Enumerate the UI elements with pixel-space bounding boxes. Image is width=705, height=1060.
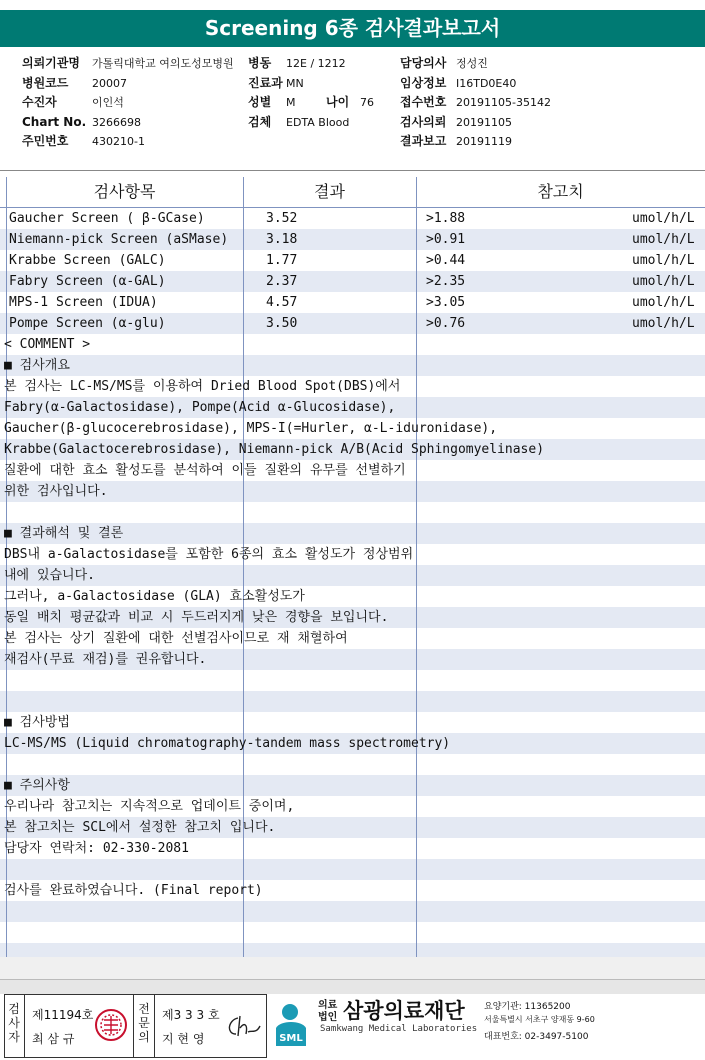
result-item: Krabbe Screen (GALC) <box>9 253 166 268</box>
comment-line: 본 검사는 상기 질환에 대한 선별검사이므로 재 채혈하여 <box>4 631 348 646</box>
comment-line: ■ 결과해석 및 결론 <box>4 526 124 541</box>
result-value: 3.50 <box>266 316 298 331</box>
result-value: 1.77 <box>266 253 298 268</box>
result-item: Pompe Screen (α-glu) <box>9 316 166 331</box>
department-label: 진료과 <box>248 75 283 90</box>
comment-line: DBS내 a-Galactosidase를 포함한 6종의 효소 활성도가 정상범위 <box>4 547 414 562</box>
care-institution: 요양기관: 11365200 <box>484 1002 571 1012</box>
receipt-no-label: 접수번호 <box>400 95 447 109</box>
receipt-no-value: 20191105-35142 <box>456 96 551 109</box>
org-phone: 대표번호: 02-3497-5100 <box>484 1032 589 1042</box>
resident-no-value: 430210-1 <box>92 135 145 148</box>
age-label: 나이 <box>326 95 350 109</box>
table-stripe <box>0 670 705 691</box>
resident-no-label: 주민번호 <box>22 134 69 148</box>
comment-line: 우리나라 참고치는 지속적으로 업데이트 중이며, <box>4 799 295 814</box>
comment-line: ■ 검사방법 <box>4 715 70 730</box>
reference-value: >0.44 <box>426 253 466 268</box>
comment-line: 그러나, a-Galactosidase (GLA) 효소활성도가 <box>4 589 305 604</box>
hospital-code-label: 병원코드 <box>22 75 69 90</box>
comment-line: 질환에 대한 효소 활성도를 분석하여 이들 질환의 유무를 선별하기 <box>4 463 406 478</box>
table-stripe <box>0 754 705 775</box>
table-stripe <box>0 775 705 796</box>
signature-divider <box>133 994 134 1058</box>
comment-line: 내에 있습니다. <box>4 568 96 583</box>
specialist-license-no: 제3 3 3 호 <box>162 1008 220 1022</box>
report-footer <box>0 994 705 1060</box>
specimen-label: 검체 <box>248 114 272 129</box>
page-gap-edge <box>0 979 705 994</box>
chart-no-value: 3266698 <box>92 115 141 129</box>
comment-line: 본 검사는 LC-MS/MS를 이용하여 Dried Blood Spot(DBS)에서 <box>4 379 401 394</box>
comment-line: Gaucher(β-glucocerebrosidase), MPS-I(=Hurler, α-L-iduronidase), <box>4 421 498 436</box>
table-stripe <box>0 691 705 712</box>
specialist-signature-icon <box>222 1012 262 1040</box>
comment-line: 동일 배치 평균값과 비교 시 두드러지게 낮은 경향을 보입니다. <box>4 610 389 625</box>
table-column-divider <box>416 177 417 957</box>
org-address: 서울특별시 서초구 양재동 9-60 <box>484 1015 595 1024</box>
examiner-name: 최 삼 규 <box>32 1032 75 1046</box>
examiner-seal-icon <box>94 1008 128 1042</box>
page-gap <box>0 957 705 979</box>
reference-unit: umol/h/L <box>632 295 695 310</box>
request-date-value: 20191105 <box>456 115 512 129</box>
comment-line: Krabbe(Galactocerebrosidase), Niemann-pick A/B(Acid Sphingomyelinase) <box>4 442 545 457</box>
header-item: 검사항목 <box>93 182 156 201</box>
report-date-label: 결과보고 <box>400 134 447 148</box>
table-stripe <box>0 922 705 943</box>
clinical-info-label: 임상정보 <box>400 75 447 90</box>
reference-value: >0.76 <box>426 316 466 331</box>
comment-line: Fabry(α-Galactosidase), Pompe(Acid α-Glucosidase), <box>4 400 396 415</box>
clinical-info-value: I16TD0E40 <box>456 76 517 90</box>
reference-value: >3.05 <box>426 295 466 310</box>
logo-text: SML <box>279 1033 303 1044</box>
sml-logo-icon <box>272 1000 316 1052</box>
request-date-label: 검사의뢰 <box>400 114 447 129</box>
age-value: 76 <box>360 96 374 109</box>
specimen-value: EDTA Blood <box>286 115 350 129</box>
ward-value: 12E / 1212 <box>286 57 346 70</box>
table-stripe <box>0 502 705 523</box>
result-item: Fabry Screen (α-GAL) <box>9 274 166 289</box>
reference-unit: umol/h/L <box>632 253 695 268</box>
header-reference: 참고치 <box>537 182 584 201</box>
result-item: Gaucher Screen ( β-GCase) <box>9 211 205 226</box>
org-name-en: Samkwang Medical Laboratories <box>320 1024 478 1034</box>
table-stripe <box>0 712 705 733</box>
report-date-value: 20191119 <box>456 135 512 148</box>
info-left-column <box>22 54 234 152</box>
table-stripe <box>0 334 705 355</box>
comment-line: LC-MS/MS (Liquid chromatography-tandem mass spectrometry) <box>4 736 451 751</box>
table-stripe <box>0 859 705 880</box>
comment-line: 재검사(무료 재검)를 권유합니다. <box>4 652 207 667</box>
comment-line: 담당자 연락처: 02-330-2081 <box>4 841 189 856</box>
comment-line: ■ 주의사항 <box>4 778 70 793</box>
reference-unit: umol/h/L <box>632 274 695 289</box>
result-item: Niemann-pick Screen (aSMase) <box>9 232 229 247</box>
institution-label: 의뢰기관명 <box>22 56 80 70</box>
sex-label: 성별 <box>248 95 272 109</box>
chart-no-label: Chart No. <box>22 114 87 129</box>
table-stripe <box>0 901 705 922</box>
comment-line: 위한 검사입니다. <box>4 484 108 499</box>
org-type: 의료법인 <box>318 1000 338 1023</box>
institution-value: 가톨릭대학교 여의도성모병원 <box>92 57 234 70</box>
result-table <box>0 177 705 957</box>
table-stripe <box>0 565 705 586</box>
comment-line: 본 참고치는 SCL에서 설정한 참고치 입니다. <box>4 820 276 835</box>
result-value: 2.37 <box>266 274 298 289</box>
header-result: 결과 <box>314 182 345 201</box>
signature-divider <box>154 994 155 1058</box>
result-value: 3.52 <box>266 211 298 226</box>
comment-line: < COMMENT > <box>4 337 91 352</box>
table-column-divider <box>243 177 244 957</box>
ward-label: 병동 <box>248 56 272 70</box>
doctor-value: 정성진 <box>456 57 488 70</box>
reference-unit: umol/h/L <box>632 211 695 226</box>
result-value: 3.18 <box>266 232 298 247</box>
result-value: 4.57 <box>266 295 298 310</box>
hospital-code-value: 20007 <box>92 76 127 90</box>
specialist-role: 전문의 <box>138 1002 150 1044</box>
result-item: MPS-1 Screen (IDUA) <box>9 295 158 310</box>
doctor-label: 담당의사 <box>400 56 447 70</box>
examinee-value: 이인석 <box>92 96 124 109</box>
reference-unit: umol/h/L <box>632 316 695 331</box>
signature-divider <box>24 994 25 1058</box>
report-title: Screening 6종 검사결과보고서 <box>0 10 705 47</box>
table-stripe <box>0 943 705 957</box>
sex-value: M <box>286 96 296 109</box>
department-value: MN <box>286 76 304 90</box>
examiner-license-no: 제11194호 <box>32 1008 94 1022</box>
info-divider <box>0 170 705 171</box>
org-name: 삼광의료재단 <box>343 999 465 1023</box>
examiner-role: 검사자 <box>8 1002 20 1044</box>
info-middle-column <box>248 54 374 132</box>
reference-value: >0.91 <box>426 232 466 247</box>
reference-value: >1.88 <box>426 211 466 226</box>
table-stripe <box>0 355 705 376</box>
info-right-column <box>400 54 551 152</box>
comment-line: 검사를 완료하였습니다. (Final report) <box>4 883 263 898</box>
examinee-label: 수진자 <box>22 95 57 109</box>
comment-line: ■ 검사개요 <box>4 358 70 373</box>
specialist-name: 지 현 영 <box>162 1032 205 1046</box>
reference-unit: umol/h/L <box>632 232 695 247</box>
reference-value: >2.35 <box>426 274 466 289</box>
